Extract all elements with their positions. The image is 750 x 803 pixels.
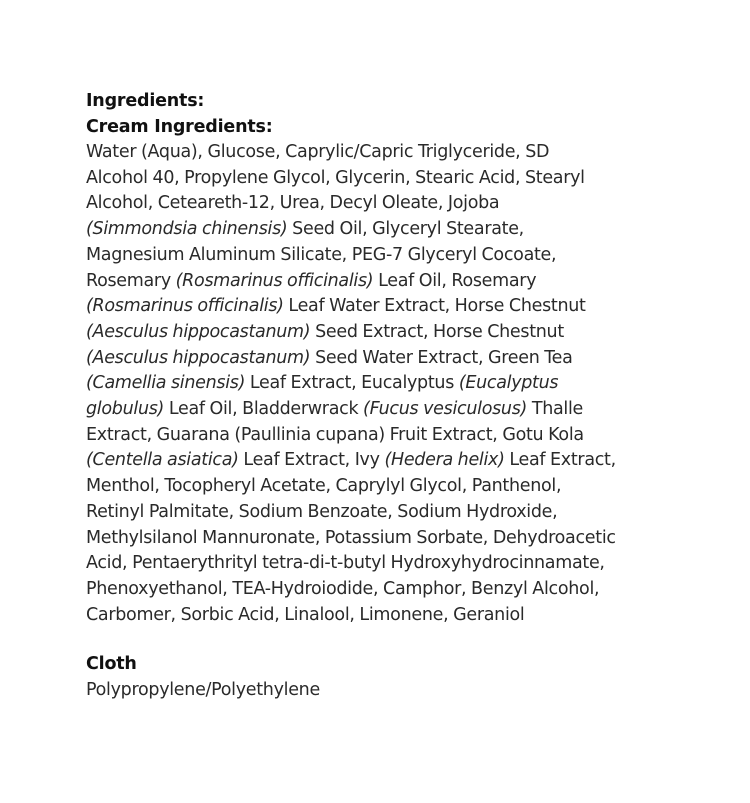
ingredient-line: [86, 140, 726, 166]
ingredient-line: [86, 269, 726, 295]
ingredient-text: Leaf Extract, Ivy: [238, 450, 385, 471]
ingredient-text: Extract, Guarana (Paullinia cupana) Fruit Extract, Gotu Kola: [86, 424, 584, 445]
ingredient-text: Leaf Water Extract, Horse Chestnut: [283, 296, 586, 317]
botanical-name: (Rosmarinus officinalis): [175, 270, 374, 291]
ingredient-line: [86, 448, 726, 474]
ingredient-text: Seed Extract, Horse Chestnut: [310, 321, 564, 342]
ingredient-text: Thalle: [527, 399, 584, 420]
ingredient-line: [86, 371, 726, 397]
ingredient-line: [86, 526, 726, 552]
ingredient-line: [86, 346, 726, 372]
ingredient-line: [86, 603, 726, 629]
ingredient-line: [86, 217, 726, 243]
ingredient-text: Menthol, Tocopheryl Acetate, Caprylyl Glycol, Panthenol,: [86, 476, 562, 497]
ingredient-text: Leaf Oil, Rosemary: [373, 270, 537, 291]
ingredient-text: Seed Oil, Glyceryl Stearate,: [287, 219, 524, 240]
botanical-name: (Hedera helix): [384, 450, 505, 471]
ingredient-text: Phenoxyethanol, TEA-Hydroiodide, Camphor, Benzyl Alcohol,: [86, 578, 600, 599]
ingredient-line: [86, 243, 726, 269]
ingredient-line: [86, 500, 726, 526]
botanical-name: (Centella asiatica): [86, 450, 239, 471]
ingredient-text: Rosemary: [86, 270, 176, 291]
ingredient-text: Leaf Oil, Bladderwrack: [164, 399, 364, 420]
ingredient-line: [86, 320, 726, 346]
ingredient-line: [86, 191, 726, 217]
ingredient-text: Alcohol 40, Propylene Glycol, Glycerin, Stearic Acid, Stearyl: [86, 167, 585, 188]
ingredient-text: Alcohol, Ceteareth-12, Urea, Decyl Oleate, Jojoba: [86, 193, 500, 214]
ingredient-text: Retinyl Palmitate, Sodium Benzoate, Sodium Hydroxide,: [86, 501, 558, 522]
ingredient-text: Magnesium Aluminum Silicate, PEG-7 Glyceryl Cocoate,: [86, 244, 557, 265]
botanical-name: (Rosmarinus officinalis): [86, 296, 284, 317]
ingredient-text: Water (Aqua), Glucose, Caprylic/Capric Triglyceride, SD: [86, 142, 550, 162]
ingredient-line: [86, 423, 726, 449]
ingredient-line: [86, 577, 726, 603]
cloth-section: [86, 651, 726, 703]
ingredient-text: Seed Water Extract, Green Tea: [310, 347, 573, 368]
botanical-name: (Camellia sinensis): [86, 373, 246, 394]
botanical-name: (Aesculus hippocastanum): [86, 347, 311, 368]
botanical-name: (Eucalyptus: [458, 373, 559, 394]
botanical-name: (Aesculus hippocastanum): [86, 321, 311, 342]
ingredient-line: [86, 474, 726, 500]
ingredient-line: [86, 166, 726, 192]
ingredient-line: [86, 551, 726, 577]
ingredient-line: [86, 397, 726, 423]
botanical-name: globulus): [86, 399, 165, 420]
cream-ingredients-list: [86, 140, 726, 628]
ingredients-title: Ingredients:: [86, 91, 205, 111]
cream-ingredients-heading: Cream Ingredients:: [86, 117, 273, 137]
ingredient-text: Leaf Extract, Eucalyptus: [245, 373, 459, 394]
ingredients-document: [86, 88, 726, 703]
botanical-name: (Fucus vesiculosus): [363, 399, 528, 420]
ingredient-text: Methylsilanol Mannuronate, Potassium Sorbate, Dehydroacetic: [86, 527, 616, 548]
ingredient-text: Carbomer, Sorbic Acid, Linalool, Limonene, Geraniol: [86, 604, 525, 625]
cloth-materials: Polypropylene/Polyethylene: [86, 680, 320, 701]
cloth-heading: Cloth: [86, 654, 137, 675]
ingredient-text: Leaf Extract,: [504, 450, 616, 471]
ingredient-text: Acid, Pentaerythrityl tetra-di-t-butyl Hydroxyhydrocinnamate,: [86, 553, 605, 574]
botanical-name: (Simmondsia chinensis): [86, 219, 288, 240]
ingredient-line: [86, 294, 726, 320]
